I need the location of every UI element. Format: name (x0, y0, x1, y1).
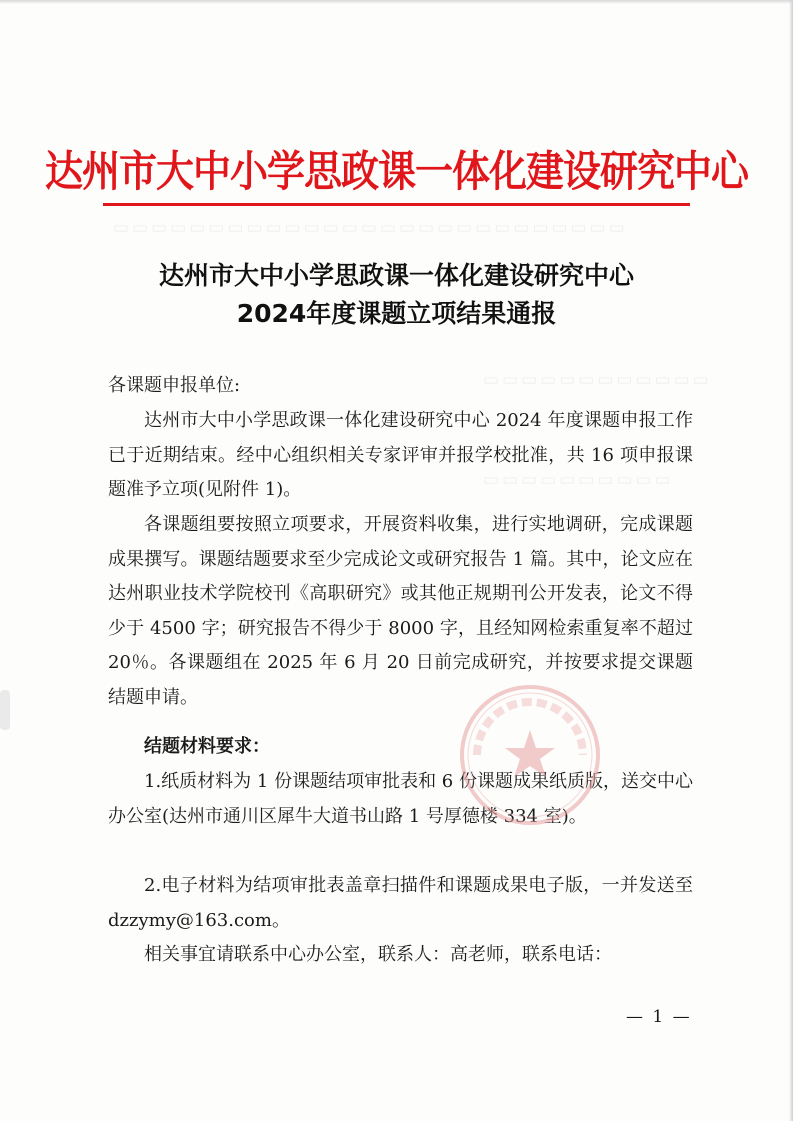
document-title-line-2: 2024年度课题立项结果通报 (236, 299, 557, 328)
materials-item-paper: 1.纸质材料为 1 份课题结项审批表和 6 份课题成果纸质版，送交中心办公室(达州市通川区犀牛大道书山路 1 号厚德楼 334 室)。 (108, 771, 693, 827)
paragraph-requirements: 各课题组要按照立项要求，开展资料收集，进行实地调研，完成课题成果撰写。课题结题要求至少完成论文或研究报告 1 篇。其中，论文应在达州职业技术学院校刊《高职研究》或其他正规期刊公开发表，论文不得少于 4500 字；研究报告不得少于 8000 字，且经知网检索重复率不超过 20％。各课题组在 2025 年 6 月 20 日前完成研究，并按要求提交课题结题申请。 (108, 514, 693, 708)
bleed-through-line: ▭▭▭▭▭▭▭▭▭▭▭▭ (480, 370, 709, 390)
scan-smudge (0, 690, 10, 730)
document-title-line-1: 达州市大中小学思政课一体化建设研究中心 (158, 261, 634, 290)
closing-contact: 相关事宜请联系中心办公室，联系人：高老师，联系电话： (144, 944, 612, 965)
salutation: 各课题申报单位: (108, 375, 241, 396)
paragraph-intro: 达州市大中小学思政课一体化建设研究中心 2024 年度课题申报工作已于近期结束。经中心组织相关专家评审并报学校批准，共 16 项申报课题准予立项(见附件 1)。 (108, 410, 693, 500)
page-number: — 1 — (626, 1007, 692, 1027)
materials-item-electronic: 2.电子材料为结项审批表盖章扫描件和课题成果电子版，一并发送至 dzzymy@163.com。 (108, 875, 693, 931)
materials-heading: 结题材料要求： (144, 736, 270, 757)
bleed-through-line: ▭▭▭▭▭▭▭▭▭▭▭▭▭▭▭▭▭▭▭▭▭▭▭▭▭▭▭ (110, 218, 625, 238)
official-seal-icon (455, 680, 605, 830)
masthead-red-rule (103, 203, 690, 206)
scan-edge-top (0, 0, 793, 4)
red-masthead: 达州市大中小学思政课一体化建设研究中心 (44, 146, 748, 197)
bleed-through-line: ▭▭▭▭▭▭▭▭▭▭ (480, 470, 671, 490)
